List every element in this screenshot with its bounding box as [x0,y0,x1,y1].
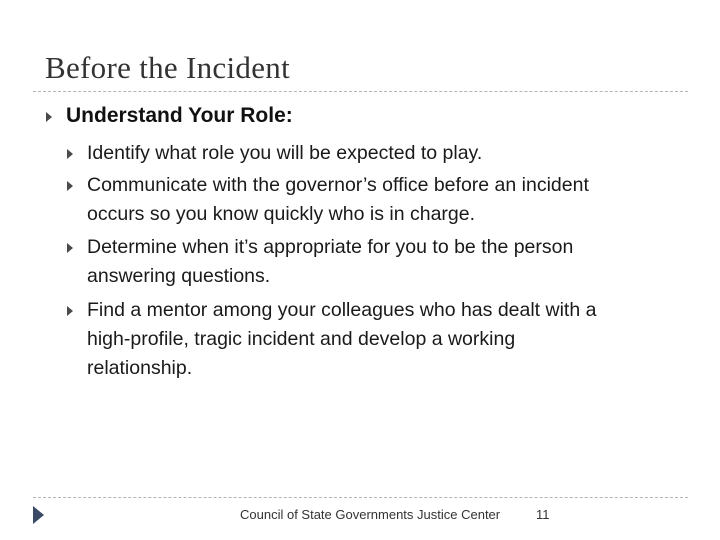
triangle-bullet-icon [46,112,52,122]
footer-divider [33,497,688,498]
sub-bullet-3-line-1: Determine when it’s appropriate for you to be the person [87,236,574,258]
title-divider [33,91,688,92]
triangle-bullet-icon [67,181,73,191]
sub-bullet-3 [87,233,687,291]
sub-bullet-2-line-2: occurs so you know quickly who is in charge. [87,203,476,225]
sub-bullet-1 [87,139,687,168]
main-bullet-text: Understand Your Role: [66,104,293,127]
triangle-bullet-icon [67,243,73,253]
sub-bullet-4-line-1: Find a mentor among your colleagues who has dealt with a [87,299,597,321]
next-slide-arrow-icon[interactable] [33,506,44,524]
triangle-bullet-icon [67,306,73,316]
sub-bullet-4 [87,296,687,383]
slide-title: Before the Incident [45,50,290,85]
sub-bullet-1-line-1: Identify what role you will be expected to play. [87,142,483,164]
page-number: 11 [536,507,550,522]
sub-bullet-4-line-3: relationship. [87,357,193,379]
sub-bullet-2 [87,171,687,229]
triangle-bullet-icon [67,149,73,159]
sub-bullet-2-line-1: Communicate with the governor’s office before an incident [87,174,589,196]
footer-organization: Council of State Governments Justice Center [240,507,501,522]
sub-bullet-4-line-2: high-profile, tragic incident and develop a working [87,328,516,350]
sub-bullet-3-line-2: answering questions. [87,265,271,287]
